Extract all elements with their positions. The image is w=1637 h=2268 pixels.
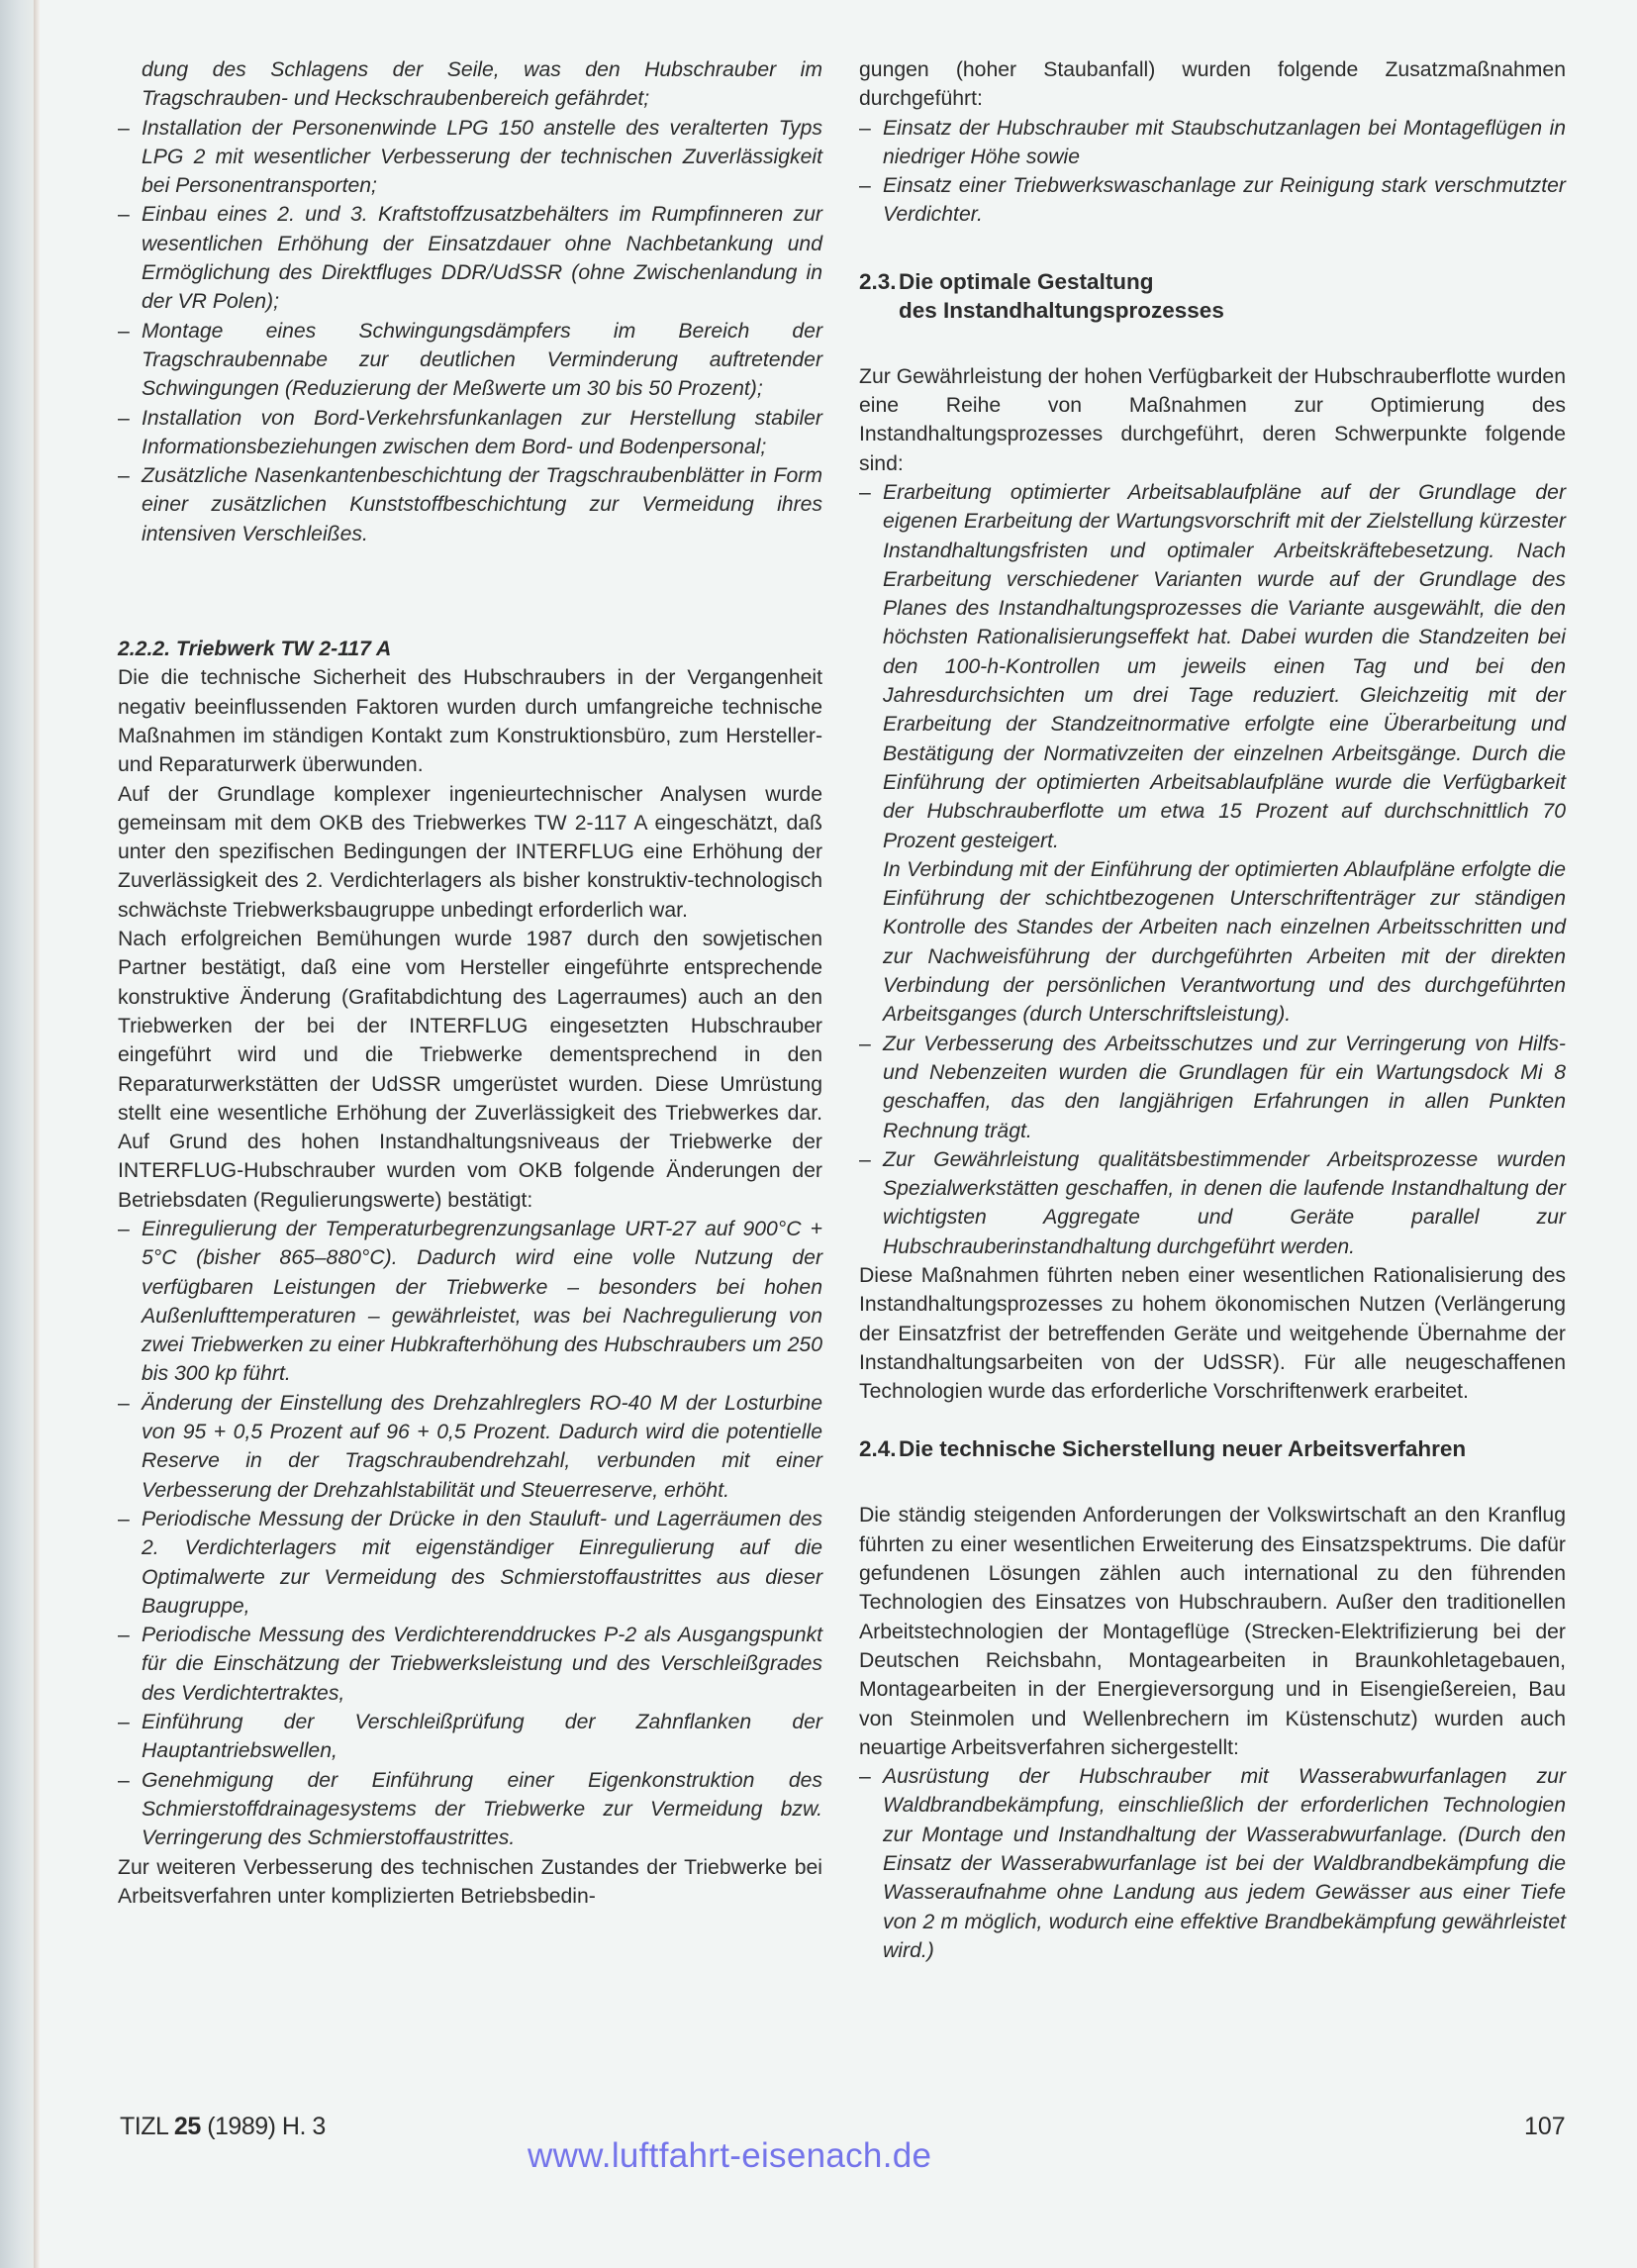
dash-bullet-icon: – [118,1768,130,1792]
section-heading-2-4 [859,1434,1566,1463]
section-number: 2.4. [859,1436,897,1462]
list-item-text: Einführung der Verschleißprüfung der Zahnflanken der Hauptantriebswellen, [142,1711,822,1763]
list-item [859,1762,1566,1965]
page-number: 107 [1524,2113,1566,2140]
list-item-text: Einsatz einer Triebwerkswaschanlage zur Reinigung stark verschmutzter Verdichter. [883,174,1566,227]
list-item [118,200,822,316]
body-paragraph: Zur Gewährleistung der hohen Verfügbarkeit der Hubschrauberflotte wurden eine Reihe von Maßnahmen zur Optimierung des Instandhaltungsprozesses durchgeführt, deren Schwerpunkte folgende sind: [859,364,1566,475]
list-item-continuation [859,855,1566,1030]
list-item [859,478,1566,855]
list-item-text: Einregulierung der Temperaturbegrenzungsanlage URT-27 auf 900°C + 5°C (bisher 865–880°C). Dadurch wird eine volle Nutzung der verfügbaren Leistungen der Triebwerke – besonders bei hohen Außenlufttemperaturen – gewährleistet, was bei Nachregulierung von zwei Triebwerken zu einer Hubkrafterhöhung des Hubschraubers um 250 bis 300 kp führt. [142,1217,822,1386]
spacer [118,548,822,606]
list-item-text: Installation der Personenwinde LPG 150 anstelle des veralterten Typs LPG 2 mit wesentlicher Verbesserung der technischen Zuverlässigkeit bei Personentransporten; [142,116,822,198]
list-item-continuation-text: dung des Schlagens der Seile, was den Hubschrauber im Tragschrauben- und Heckschraubenbereich gefährdet; [142,58,822,111]
list-item [118,461,822,548]
spacer [859,1463,1566,1501]
list-item [118,55,822,114]
left-bullet-list-2 [118,1215,822,1853]
list-item [859,171,1566,230]
dash-bullet-icon: – [859,116,871,140]
list-item [118,1708,822,1766]
dash-bullet-icon: – [118,1711,130,1734]
list-item-text: Erarbeitung optimierter Arbeitsablaufpläne auf der Grundlage der eigenen Erarbeitung der Wartungsvorschrift mit der Zielstellung kürzester Instandhaltungsfristen und optimaler Arbeitskräftebesetzung. Nach Erarbeitung verschiedener Varianten wurde auf der Grundlage des Planes des Instandhaltungsprozesses die Variante ausgewählt, die den höchsten Rationalisierungseffekt hat. Dabei wurden die Standzeiten bei den 100-h-Kontrollen um jeweils einen Tag und bei den Jahresdurchsichten um drei Tage reduziert. Gleichzeitig mit der Erarbeitung der Standzeitnormative erfolgte eine Überarbeitung und Bestätigung der Normativzeiten der einzelnen Arbeitsgänge. Durch die Einführung der optimierten Arbeitsablaufpläne wurde die Verfügbarkeit der Hubschrauberflotte um etwa 15 Prozent auf durchschnittlich 70 Prozent gesteigert. [883,480,1566,852]
list-item [859,114,1566,172]
list-item-text: Montage eines Schwingungsdämpfers im Bereich der Tragschraubennabe zur deutlichen Verminderung auftretender Schwingungen (Reduzierung der Meßwerte um 30 bis 50 Prozent); [142,319,822,401]
right-bullet-list-3 [859,1762,1566,1965]
list-item [118,1505,822,1621]
dash-bullet-icon: – [118,319,130,343]
dash-bullet-icon: – [118,116,130,140]
section-title-line: Die optimale Gestaltung [899,268,1154,294]
subsection-heading: 2.2.2. Triebwerk TW 2-117 A [118,638,392,661]
section-title-line: des Instandhaltungsprozesses [899,297,1224,323]
journal-volume: 25 [173,2113,201,2140]
list-item-text: Einsatz der Hubschrauber mit Staubschutzanlagen bei Montageflügen in niedriger Höhe sowie [883,116,1566,168]
dash-bullet-icon: – [118,464,130,488]
list-item [118,1389,822,1505]
list-item [118,1215,822,1389]
spacer [859,230,1566,267]
body-paragraph: Nach erfolgreichen Bemühungen wurde 1987 durch den sowjetischen Partner bestätigt, daß eine vom Hersteller eingeführte entsprechende konstruktive Änderung (Grafitabdichtung des Lagerraumes) auch an den Triebwerken der bei der INTERFLUG eingesetzten Hubschrauber eingeführt wird und die Triebwerke dementsprechend in den Reparaturwerkstätten der UdSSR umgerüstet wurden. Diese Umrüstung stellt eine wesentliche Erhöhung der Zuverlässigkeit des Triebwerkes dar. Auf Grund des hohen Instandhaltungsniveaus der Triebwerke der INTERFLUG-Hubschrauber wurden vom OKB folgende Änderungen der Betriebsdaten (Regulierungswerte) bestätigt: [118,928,822,1212]
section-title: Die technische Sicherstellung neuer Arbeitsverfahren [899,1436,1467,1462]
list-item [859,1145,1566,1261]
list-item-text: Ausrüstung der Hubschrauber mit Wasserabwurfanlagen zur Waldbrandbekämpfung, einschließlich der erforderlichen Technologien zur Montage und Instandhaltung der Wasserabwurfanlage. (Durch den Einsatz der Wasserabwurfanlage ist bei der Waldbrandbekämpfung die Wasseraufnahme ohne Landung aus jedem Gewässer aus einer Tiefe von 2 m möglich, wodurch eine effektive Brandbekämpfung gewährleistet wird.) [883,1765,1566,1962]
list-item-text: Genehmigung der Einführung einer Eigenkonstruktion des Schmierstoffdrainagesystems der Triebwerke zur Vermeidung bzw. Verringerung des Schmierstoffaustrittes. [142,1768,822,1850]
body-paragraph: Auf der Grundlage komplexer ingenieurtechnischer Analysen wurde gemeinsam mit dem OKB des Triebwerkes TW 2-117 A eingeschätzt, daß unter den spezifischen Bedingungen der INTERFLUG eine Erhöhung der Zuverlässigkeit des 2. Verdichterlagers als bisher konstruktiv-technologisch schwächste Triebwerksbaugruppe unbedingt erforderlich war. [118,782,822,922]
list-item [859,1030,1566,1145]
dash-bullet-icon: – [859,1032,871,1055]
page-binding [0,0,34,2268]
section-title [899,267,1224,325]
dash-bullet-icon: – [859,1147,871,1171]
spacer [859,1406,1566,1434]
dash-bullet-icon: – [118,1391,130,1415]
dash-bullet-icon: – [118,1507,130,1530]
body-paragraph: Die ständig steigenden Anforderungen der Volkswirtschaft an den Kranflug führten zu einer wesentlichen Erweiterung des Einsatzspektrums. Die dafür gefundenen Lösungen zählen auch international zu den führenden Technologien des Einsatzes von Hubschraubern. Außer den traditionellen Arbeitstechnologien der Montageflüge (Strecken-Elektrifizierung bei der Deutschen Reichsbahn, Montagearbeiten in Braunkohletagebauen, Montagearbeiten in der Energieversorgung und in Eisengießereien, Bau von Steinmolen und Wellenbrechern im Küstenschutz) wurden auch neuartige Arbeitsverfahren sichergestellt: [859,1504,1566,1759]
list-item [118,317,822,404]
right-bullet-list-1 [859,114,1566,230]
dash-bullet-icon: – [859,480,871,504]
left-column [118,55,822,1911]
dash-bullet-icon: – [118,1217,130,1240]
section-heading-2-3 [859,267,1566,325]
list-item-text: Periodische Messung der Drücke in den Stauluft- und Lagerräumen des 2. Verdichterlagers mit eigenständiger Einregulierung auf die Optimalwerte zur Vermeidung des Schmierstoffaustrittes aus dieser Baugruppe, [142,1507,822,1618]
list-item [118,1621,822,1708]
list-item-text: Periodische Messung des Verdichterenddruckes P-2 als Ausgangspunkt für die Einschätzung der Triebwerksleistung und des Verschleißgrades des Verdichtertraktes, [142,1624,822,1705]
dash-bullet-icon: – [118,203,130,227]
body-paragraph: gungen (hoher Staubanfall) wurden folgende Zusatzmaßnahmen durchgeführt: [859,58,1566,111]
section-number: 2.3. [859,268,897,294]
body-paragraph: Diese Maßnahmen führten neben einer wesentlichen Rationalisierung des Instandhaltungsprozesses zu hohem ökonomischen Nutzen (Verlängerung der Einsatzfrist der betreffenden Geräte und weitgehende Übernahme der Instandhaltungsarbeiten von der UdSSR). Für alle neugeschaffenen Technologien wurde das erforderliche Vorschriftenwerk erarbeitet. [859,1263,1566,1404]
list-item-text: Zur Verbesserung des Arbeitsschutzes und zur Verringerung von Hilfs- und Nebenzeiten wurden die Grundlagen für ein Wartungsdock Mi 8 geschaffen, das den langjährigen Erfahrungen in allen Punkten Rechnung trägt. [883,1032,1566,1142]
journal-citation [120,2113,326,2141]
dash-bullet-icon: – [859,1765,871,1789]
spacer [859,325,1566,362]
list-item-text: Zur Gewährleistung qualitätsbestimmender Arbeitsprozesse wurden Spezialwerkstätten geschaffen, in denen die laufende Instandhaltung der wichtigsten Aggregate und Geräte parallel zur Hubschrauberinstandhaltung durchgeführt werden. [883,1147,1566,1258]
dash-bullet-icon: – [859,174,871,198]
dash-bullet-icon: – [118,1624,130,1647]
list-item [118,404,822,462]
left-bullet-list-1 [118,55,822,548]
right-column [859,55,1566,1965]
list-item [118,114,822,201]
right-bullet-list-2 [859,478,1566,1261]
list-item [118,1766,822,1853]
website-watermark: www.luftfahrt-eisenach.de [528,2136,932,2175]
journal-name: TIZL [120,2113,168,2140]
journal-year-issue: (1989) H. 3 [207,2113,326,2140]
list-item-text: In Verbindung mit der Einführung der optimierten Ablaufpläne erfolgte die Einführung der schichtbezogenen Unterschriftenträger zur ständigen Kontrolle des Standes der Arbeiten nach einzelnen Arbeitsschritten und zur Nachweisführung der durchgeführten Arbeiten mit der direkten Verbindung der persönlichen Verantwortung und des durchgeführten Arbeitsganges (durch Unterschriftsleistung). [883,857,1566,1027]
body-paragraph: Die die technische Sicherheit des Hubschraubers in der Vergangenheit negativ beeinflussenden Faktoren wurden durch umfangreiche technische Maßnahmen im ständigen Kontakt zum Konstruktionsbüro, zum Hersteller- und Reparaturwerk überwunden. [118,666,822,777]
spacer [118,606,822,635]
list-item-text: Änderung der Einstellung des Drehzahlreglers RO-40 M der Losturbine von 95 + 0,5 Prozent auf 96 + 0,5 Prozent. Dadurch wird die potentielle Reserve in der Tragschraubendrehzahl, verbunden mit einer Verbesserung der Drehzahlstabilität und Steuerreserve, erhöht. [142,1391,822,1502]
body-paragraph: Zur weiteren Verbesserung des technischen Zustandes der Triebwerke bei Arbeitsverfahren unter komplizierten Betriebsbedin- [118,1855,822,1908]
list-item-text: Installation von Bord-Verkehrsfunkanlagen zur Herstellung stabiler Informationsbeziehungen zwischen dem Bord- und Bodenpersonal; [142,406,822,458]
dash-bullet-icon: – [118,406,130,430]
list-item-text: Einbau eines 2. und 3. Kraftstoffzusatzbehälters im Rumpfinneren zur wesentlichen Erhöhung der Einsatzdauer ohne Nachbetankung und Ermöglichung des Direktfluges DDR/UdSSR (ohne Zwischenlandung in der VR Polen); [142,203,822,314]
list-item-text: Zusätzliche Nasenkantenbeschichtung der Tragschraubenblätter in Form einer zusätzlichen Kunststoffbeschichtung zur Vermeidung ihres intensiven Verschleißes. [142,464,822,545]
